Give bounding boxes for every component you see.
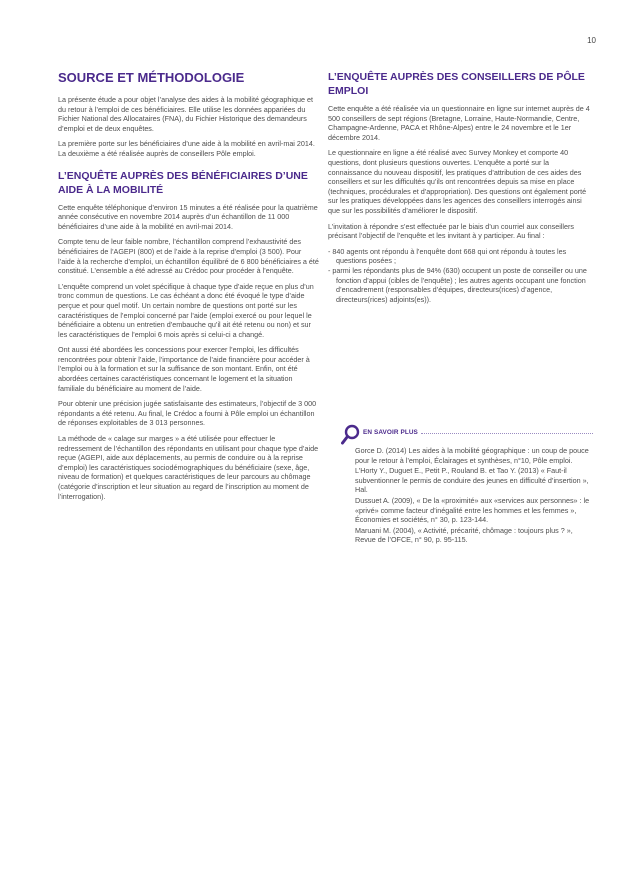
magnifier-icon xyxy=(341,424,361,446)
list-item: - 840 agents ont répondu à l’enquête dont 668 qui ont répondu à toutes les questions posées ; xyxy=(328,247,590,266)
list-item: - parmi les répondants plus de 94% (630) occupent un poste de conseiller ou une fonction d’appui (cibles de l’enquête) ; les autres agents occupant une fonction d’encadrement (responsables d’équipes, directeurs(rices) d’agence, directeurs(rices) adjoints(es)). xyxy=(328,266,590,304)
paragraph: La présente étude a pour objet l’analyse des aides à la mobilité géographique et du retour à l’emploi de ces bénéficiaires. Elle utilise les données appariées du Fichier National des Allocataires (FNA), du Fichier Historique des demandeurs d’emploi et de deux enquêtes. xyxy=(58,95,313,133)
paragraph: La première porte sur les bénéficiaires d’une aide à la mobilité en avril-mai 2014. La deuxième a été réalisée auprès de conseillers Pôle emploi. xyxy=(58,139,315,158)
page-number: 10 xyxy=(587,36,596,45)
reference-item: Maruani M. (2004), « Activité, précarité, chômage : toujours plus ? », Revue de l’OFCE, n° 90, p. 95-115. xyxy=(355,525,573,545)
left-column xyxy=(58,70,320,507)
paragraph: Compte tenu de leur faible nombre, l’échantillon comprend l’exhaustivité des bénéficiaires de l’AGEPI (800) et de l’aide à la reprise d’emploi (3 500). Pour l’aide à la recherche d’emploi, un échantillon équilibré de 6 800 bénéficiaires a été constitué. L’ensemble a été adressé au Crédoc pour procéder à l’enquête. xyxy=(58,237,319,276)
reference-list xyxy=(355,446,593,545)
paragraph: L’invitation à répondre s’est effectuée par le biais d’un courriel aux conseillers précisant l’objectif de l’enquête et les invitant à y participer. Au final : xyxy=(328,221,574,241)
paragraph: L’enquête comprend un volet spécifique à chaque type d’aide reçue en plus d’un tronc commun de questions. Le cas échéant a donc été évoqué le type d’aide perçue et pour quel motif. Un certain nombre de questions ont porté sur les caractéristiques de l’emploi concerné par l’aide (emploi exercé ou pour lequel le bénéficiaire a obtenu un entretien d’embauche qu’il ait été retenu ou non) et sur les caractéristiques de l’emploi 6 mois après si celui-ci a changé. xyxy=(58,281,314,339)
section-title-methodology: SOURCE ET MÉTHODOLOGIE xyxy=(58,70,245,85)
reference-item: Gorce D. (2014) Les aides à la mobilité géographique : un coup de pouce pour le retour à l’emploi, Éclairages et synthèses, n°10, Pôle emploi. xyxy=(355,446,589,465)
right-column xyxy=(328,70,590,310)
section-title-advisors-survey: L’ENQUÊTE AUPRÈS DES CONSEILLERS DE PÔLE EMPLOI xyxy=(328,71,585,97)
paragraph: Le questionnaire en ligne a été réalisé avec Survey Monkey et comporte 40 questions, dont plusieurs questions ouvertes. L’enquête a porté sur la connaissance du nouveau dispositif, les pratiques d’attribution de ces aides des conseillers et sur les difficultés qu’ils ont rencontrées depuis sa mise en place (techniques, procédurales et d’appropriation). Des questions ont également porté sur les pratiques développées dans les agences des conseillers interrogés ainsi que sur les possibilités d’améliorer le dispositif. xyxy=(328,148,587,215)
section-title-beneficiaries-survey: L’ENQUÊTE AUPRÈS DES BÉNÉFICIAIRES D’UNE AIDE À LA MOBILITÉ xyxy=(58,169,308,196)
reference-item: Dussuet A. (2009), « De la «proximité» aux «services aux personnes» : le «privé» comme facteur d’inégalité entre les hommes et les femmes », Économies et sociétés, n° 30, p. 123-144. xyxy=(355,495,590,525)
divider xyxy=(421,433,593,434)
results-list xyxy=(328,247,590,305)
reference-item: L’Horty Y., Duguet E., Petit P., Rouland B. et Tao Y. (2013) « Faut-il subventionner le permis de conduire des jeunes en difficulté d’insertion », Hal. xyxy=(355,466,589,495)
paragraph: La méthode de « calage sur marges » a été utilisée pour effectuer le redressement de l’échantillon des répondants en utilisant pour chaque type d’aide reçue (AGEPI, aide aux déplacements, au permis de conduire ou à la reprise d’emploi) les caractéristiques sociodémographiques du bénéficiaire (sexe, âge, niveau de formation) et quelques caractéristiques de leur parcours au chômage (catégorie d’inscription et leur situation au regard de l’inscription au moment de l’interrogation). xyxy=(58,434,319,501)
en-savoir-plus-box xyxy=(343,426,593,546)
paragraph: Cette enquête téléphonique d’environ 15 minutes a été réalisée pour la quatrième année consécutive en novembre 2014 auprès d’un échantillon de 11 000 bénéficiaires d’une aide à la mobilité en avril-mai 2014. xyxy=(58,202,318,231)
en-savoir-plus-title: EN SAVOIR PLUS xyxy=(363,429,418,436)
paragraph: Pour obtenir une précision jugée satisfaisante des estimateurs, l’objectif de 3 000 répondants a été retenu. Au final, le Crédoc a fourni à Pôle emploi un échantillon de réponses exploitables de 3 013 personnes. xyxy=(58,399,317,428)
paragraph: Cette enquête a été réalisée via un questionnaire en ligne sur internet auprès de 4 500 conseillers de sept régions (Bretagne, Lorraine, Haute-Normandie, Centre, Champagne-Ardenne, PACA et Rhône-Alpes) entre le 24 novembre et le 1er décembre 2014. xyxy=(328,104,590,142)
paragraph: Ont aussi été abordées les concessions pour exercer l’emploi, les difficultés rencontrées pour obtenir l’aide, l’importance de l’aide financière pour accéder à l’emploi ou à la formation et sur la suffisance de son montant. Enfin, ont été abordées certaines caractéristiques concernant le logement et la situation familiale du bénéficiaire au moment de l’aide. xyxy=(58,345,310,393)
